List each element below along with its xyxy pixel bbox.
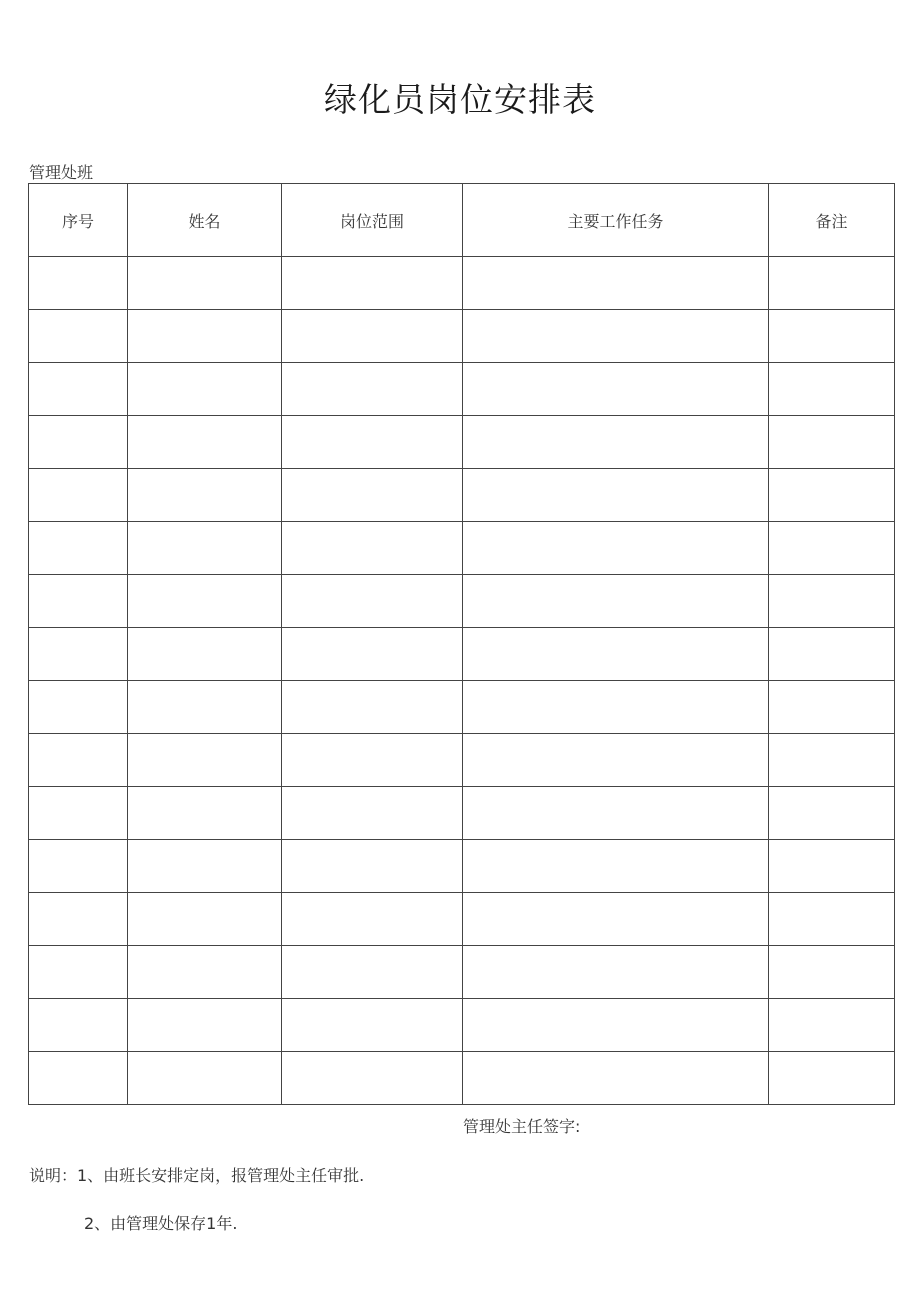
- cell-index: [29, 363, 128, 416]
- table-row: [29, 893, 895, 946]
- cell-index: [29, 946, 128, 999]
- cell-post-scope: [282, 416, 463, 469]
- table-body: [29, 257, 895, 1105]
- cell-post-scope: [282, 946, 463, 999]
- cell-post-scope: [282, 893, 463, 946]
- cell-main-tasks: [463, 999, 769, 1052]
- cell-name: [128, 416, 282, 469]
- signature-label: 管理处主任签字:: [463, 1117, 581, 1136]
- cell-name: [128, 310, 282, 363]
- note-line-2: 2、由管理处保存1年.: [84, 1214, 238, 1233]
- cell-main-tasks: [463, 628, 769, 681]
- cell-name: [128, 257, 282, 310]
- header-index: 序号: [29, 184, 128, 257]
- cell-post-scope: [282, 1052, 463, 1105]
- cell-name: [128, 628, 282, 681]
- cell-remarks: [769, 999, 895, 1052]
- cell-main-tasks: [463, 310, 769, 363]
- cell-name: [128, 1052, 282, 1105]
- table-row: [29, 469, 895, 522]
- note-line-1: 说明：1、由班长安排定岗，报管理处主任审批.: [29, 1166, 365, 1185]
- cell-index: [29, 522, 128, 575]
- cell-remarks: [769, 681, 895, 734]
- cell-main-tasks: [463, 416, 769, 469]
- cell-remarks: [769, 310, 895, 363]
- table-row: [29, 310, 895, 363]
- cell-index: [29, 1052, 128, 1105]
- cell-index: [29, 575, 128, 628]
- roster-table: [28, 183, 895, 1105]
- table-row: [29, 628, 895, 681]
- cell-main-tasks: [463, 946, 769, 999]
- cell-post-scope: [282, 787, 463, 840]
- table-row: [29, 787, 895, 840]
- cell-post-scope: [282, 734, 463, 787]
- table-row: [29, 575, 895, 628]
- cell-index: [29, 893, 128, 946]
- cell-post-scope: [282, 522, 463, 575]
- table-row: [29, 257, 895, 310]
- cell-index: [29, 469, 128, 522]
- cell-main-tasks: [463, 1052, 769, 1105]
- cell-remarks: [769, 946, 895, 999]
- cell-remarks: [769, 893, 895, 946]
- cell-main-tasks: [463, 469, 769, 522]
- cell-index: [29, 999, 128, 1052]
- cell-remarks: [769, 787, 895, 840]
- cell-post-scope: [282, 469, 463, 522]
- header-remarks: 备注: [769, 184, 895, 257]
- cell-remarks: [769, 628, 895, 681]
- table-row: [29, 522, 895, 575]
- table-row: [29, 1052, 895, 1105]
- cell-name: [128, 946, 282, 999]
- cell-index: [29, 840, 128, 893]
- cell-name: [128, 363, 282, 416]
- cell-name: [128, 575, 282, 628]
- table-row: [29, 840, 895, 893]
- table-row: [29, 416, 895, 469]
- cell-post-scope: [282, 999, 463, 1052]
- cell-post-scope: [282, 310, 463, 363]
- cell-remarks: [769, 840, 895, 893]
- table-row: [29, 363, 895, 416]
- cell-main-tasks: [463, 893, 769, 946]
- cell-name: [128, 734, 282, 787]
- cell-remarks: [769, 469, 895, 522]
- header-main-tasks: 主要工作任务: [463, 184, 769, 257]
- cell-remarks: [769, 257, 895, 310]
- cell-index: [29, 734, 128, 787]
- cell-remarks: [769, 416, 895, 469]
- table-row: [29, 999, 895, 1052]
- cell-remarks: [769, 522, 895, 575]
- cell-main-tasks: [463, 734, 769, 787]
- cell-main-tasks: [463, 787, 769, 840]
- cell-index: [29, 416, 128, 469]
- cell-main-tasks: [463, 681, 769, 734]
- cell-index: [29, 681, 128, 734]
- cell-name: [128, 840, 282, 893]
- cell-main-tasks: [463, 575, 769, 628]
- page-title: 绿化员岗位安排表: [324, 80, 596, 119]
- cell-name: [128, 893, 282, 946]
- table-header-row: [29, 184, 895, 257]
- cell-main-tasks: [463, 363, 769, 416]
- table-row: [29, 734, 895, 787]
- cell-post-scope: [282, 628, 463, 681]
- table-row: [29, 681, 895, 734]
- header-name: 姓名: [128, 184, 282, 257]
- cell-remarks: [769, 1052, 895, 1105]
- cell-index: [29, 787, 128, 840]
- cell-index: [29, 310, 128, 363]
- cell-remarks: [769, 363, 895, 416]
- cell-post-scope: [282, 575, 463, 628]
- cell-post-scope: [282, 681, 463, 734]
- cell-post-scope: [282, 257, 463, 310]
- department-label: 管理处班: [29, 163, 94, 182]
- table-row: [29, 946, 895, 999]
- cell-main-tasks: [463, 257, 769, 310]
- cell-index: [29, 628, 128, 681]
- cell-index: [29, 257, 128, 310]
- header-post-scope: 岗位范围: [282, 184, 463, 257]
- cell-main-tasks: [463, 840, 769, 893]
- cell-remarks: [769, 575, 895, 628]
- cell-name: [128, 999, 282, 1052]
- cell-name: [128, 681, 282, 734]
- cell-remarks: [769, 734, 895, 787]
- cell-post-scope: [282, 363, 463, 416]
- cell-name: [128, 522, 282, 575]
- cell-post-scope: [282, 840, 463, 893]
- cell-name: [128, 787, 282, 840]
- cell-name: [128, 469, 282, 522]
- cell-main-tasks: [463, 522, 769, 575]
